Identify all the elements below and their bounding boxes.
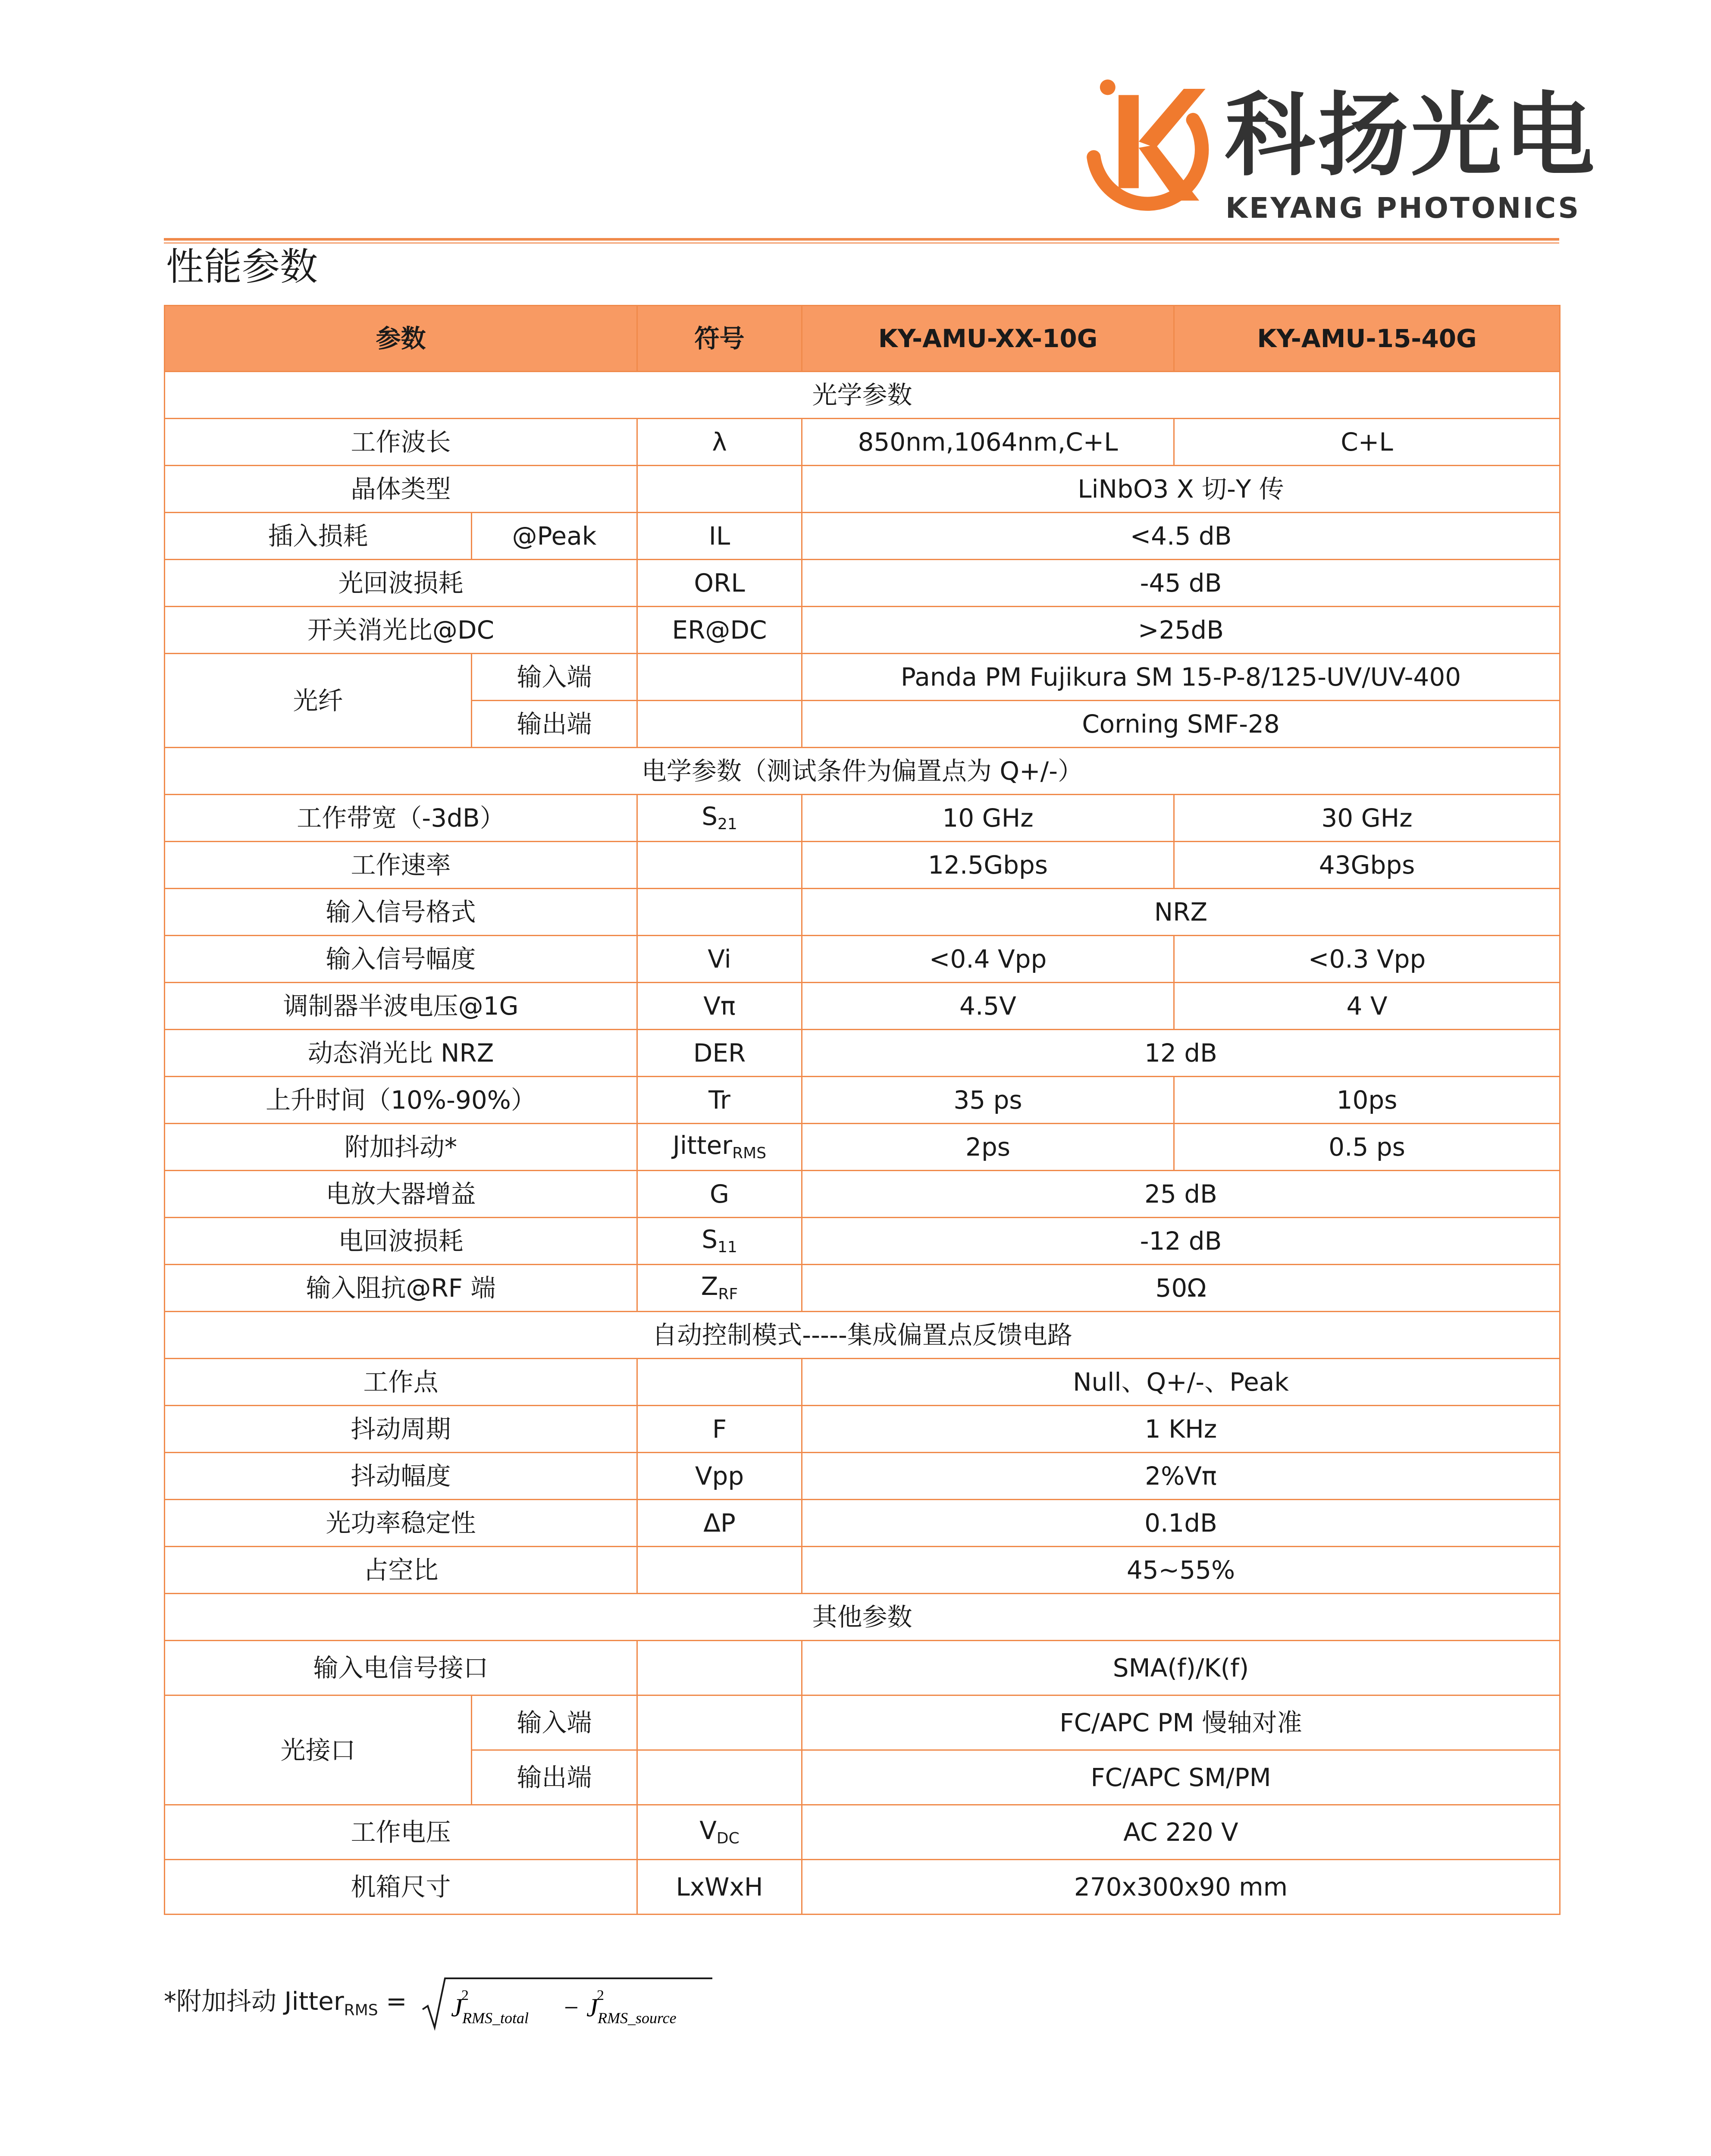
symbol-cell — [637, 1695, 802, 1750]
param-sub-cell: 输出端 — [472, 701, 637, 748]
param-cell: 抖动周期 — [165, 1406, 637, 1453]
table-row — [165, 513, 1560, 560]
symbol-cell: Tr — [637, 1077, 802, 1124]
symbol-cell: Vπ — [637, 983, 802, 1030]
symbol-cell: Vpp — [637, 1453, 802, 1500]
table-row — [165, 1077, 1560, 1124]
jitter-formula — [421, 1975, 714, 2031]
group-row — [165, 1312, 1560, 1359]
table-row — [165, 466, 1560, 513]
param-cell: 输入电信号接口 — [165, 1641, 637, 1695]
value-cell: SMA(f)/K(f) — [802, 1641, 1560, 1695]
param-cell: 开关消光比@DC — [165, 607, 637, 654]
param-cell: 输入阻抗@RF 端 — [165, 1265, 637, 1312]
table-row — [165, 983, 1560, 1030]
symbol-cell: Vi — [637, 936, 802, 983]
param-cell: 电放大器增益 — [165, 1171, 637, 1218]
param-cell: 机箱尺寸 — [165, 1860, 637, 1915]
table-row — [165, 654, 1560, 701]
jitter-footnote: *附加抖动 Jitter$_{RMS}$ = J 2 RMS_total − J 2 RMS_source — [164, 1975, 714, 2031]
table-header-row — [165, 306, 1560, 372]
keyang-logo-icon — [1056, 73, 1212, 229]
header-param: 参数 — [165, 306, 637, 372]
header-model-10g: KY-AMU-XX-10G — [802, 306, 1174, 372]
table-row — [165, 795, 1560, 842]
value-cell: 50Ω — [802, 1265, 1560, 1312]
symbol-cell: IL — [637, 513, 802, 560]
value-cell: 4.5V — [802, 983, 1174, 1030]
table-row — [165, 1030, 1560, 1077]
param-cell: 光回波损耗 — [165, 560, 637, 607]
table-row — [165, 1860, 1560, 1915]
formula-term-total: RMS_total — [462, 2009, 529, 2027]
param-cell: 工作带宽（-3dB） — [165, 795, 637, 842]
param-cell: 电回波损耗 — [165, 1218, 637, 1265]
value-cell: >25dB — [802, 607, 1560, 654]
value-cell: 35 ps — [802, 1077, 1174, 1124]
spec-table — [164, 305, 1561, 1915]
header-divider — [164, 238, 1559, 241]
company-logo — [1056, 73, 1598, 229]
value-cell: Panda PM Fujikura SM 15-P-8/125-UV/UV-400 — [802, 654, 1560, 701]
symbol-cell: ΔP — [637, 1500, 802, 1547]
param-cell: 工作点 — [165, 1359, 637, 1406]
param-sub-cell: 输入端 — [472, 654, 637, 701]
value-cell: -12 dB — [802, 1218, 1560, 1265]
param-cell: 光纤 — [165, 654, 472, 748]
svg-text:J: J — [586, 1993, 598, 2022]
table-row — [165, 1171, 1560, 1218]
value-cell: 270x300x90 mm — [802, 1860, 1560, 1915]
table-row — [165, 419, 1560, 466]
table-row — [165, 1124, 1560, 1171]
table-row — [165, 889, 1560, 936]
symbol-cell — [637, 889, 802, 936]
value-cell: 0.5 ps — [1174, 1124, 1560, 1171]
param-cell: 占空比 — [165, 1547, 637, 1594]
value-cell: 30 GHz — [1174, 795, 1560, 842]
param-cell: 调制器半波电压@1G — [165, 983, 637, 1030]
param-cell: 输入信号格式 — [165, 889, 637, 936]
logo-chinese-name: 科扬光电 — [1225, 83, 1598, 188]
param-cell: 工作电压 — [165, 1805, 637, 1860]
svg-text:−: − — [564, 1993, 579, 2022]
value-cell: 12 dB — [802, 1030, 1560, 1077]
param-cell: 抖动幅度 — [165, 1453, 637, 1500]
param-cell: 动态消光比 NRZ — [165, 1030, 637, 1077]
svg-text:J: J — [451, 1993, 463, 2022]
value-cell: FC/APC SM/PM — [802, 1750, 1560, 1805]
table-row — [165, 1695, 1560, 1750]
table-row — [165, 842, 1560, 889]
value-cell: 850nm,1064nm,C+L — [802, 419, 1174, 466]
param-cell: 上升时间（10%-90%） — [165, 1077, 637, 1124]
value-cell: AC 220 V — [802, 1805, 1560, 1860]
symbol-cell — [637, 1547, 802, 1594]
value-cell: <4.5 dB — [802, 513, 1560, 560]
group-auto-control: 自动控制模式-----集成偏置点反馈电路 — [165, 1312, 1560, 1359]
value-cell: Null、Q+/-、Peak — [802, 1359, 1560, 1406]
value-cell: NRZ — [802, 889, 1560, 936]
svg-text:2: 2 — [461, 1987, 469, 2003]
symbol-cell — [637, 701, 802, 748]
param-cell: 工作速率 — [165, 842, 637, 889]
param-cell: 插入损耗 — [165, 513, 472, 560]
table-row — [165, 1805, 1560, 1860]
formula-term-source: RMS_source — [598, 2009, 677, 2027]
table-row — [165, 1547, 1560, 1594]
value-cell: 10 GHz — [802, 795, 1174, 842]
value-cell: 4 V — [1174, 983, 1560, 1030]
symbol-cell: ORL — [637, 560, 802, 607]
symbol-cell: Jitter$_{RMS}$ — [637, 1124, 802, 1171]
value-cell: <0.4 Vpp — [802, 936, 1174, 983]
value-cell: Corning SMF-28 — [802, 701, 1560, 748]
value-cell: 12.5Gbps — [802, 842, 1174, 889]
value-cell: LiNbO3 X 切-Y 传 — [802, 466, 1560, 513]
symbol-cell — [637, 654, 802, 701]
symbol-cell — [637, 1359, 802, 1406]
param-cell: 晶体类型 — [165, 466, 637, 513]
symbol-cell — [637, 466, 802, 513]
symbol-cell — [637, 1750, 802, 1805]
param-cell: 工作波长 — [165, 419, 637, 466]
value-cell: 2%Vπ — [802, 1453, 1560, 1500]
table-row — [165, 1218, 1560, 1265]
group-row — [165, 748, 1560, 795]
table-row — [165, 607, 1560, 654]
svg-text:2: 2 — [597, 1987, 605, 2003]
symbol-cell: $S_{11}$ — [637, 1218, 802, 1265]
header-model-40g: KY-AMU-15-40G — [1174, 306, 1560, 372]
value-cell: 2ps — [802, 1124, 1174, 1171]
table-row — [165, 1453, 1560, 1500]
value-cell: 10ps — [1174, 1077, 1560, 1124]
section-title: 性能参数 — [166, 244, 318, 289]
param-sub-cell: 输入端 — [472, 1695, 637, 1750]
table-row — [165, 1500, 1560, 1547]
symbol-cell: ER@DC — [637, 607, 802, 654]
symbol-cell — [637, 842, 802, 889]
symbol-cell: $Z_{RF}$ — [637, 1265, 802, 1312]
symbol-cell — [637, 1641, 802, 1695]
param-cell: 光功率稳定性 — [165, 1500, 637, 1547]
table-row — [165, 1265, 1560, 1312]
group-optical: 光学参数 — [165, 372, 1560, 419]
symbol-cell: LxWxH — [637, 1860, 802, 1915]
table-row — [165, 1641, 1560, 1695]
header-symbol: 符号 — [637, 306, 802, 372]
value-cell: C+L — [1174, 419, 1560, 466]
value-cell: <0.3 Vpp — [1174, 936, 1560, 983]
param-cell: 附加抖动* — [165, 1124, 637, 1171]
group-other: 其他参数 — [165, 1594, 1560, 1641]
symbol-cell: $S_{21}$ — [637, 795, 802, 842]
param-cell: 输入信号幅度 — [165, 936, 637, 983]
value-cell: -45 dB — [802, 560, 1560, 607]
table-row — [165, 936, 1560, 983]
group-row — [165, 372, 1560, 419]
symbol-cell: F — [637, 1406, 802, 1453]
symbol-cell: G — [637, 1171, 802, 1218]
symbol-cell: λ — [637, 419, 802, 466]
value-cell: 45~55% — [802, 1547, 1560, 1594]
value-cell: FC/APC PM 慢轴对准 — [802, 1695, 1560, 1750]
logo-english-name: KEYANG PHOTONICS — [1225, 191, 1580, 225]
param-sub-cell: @Peak — [472, 513, 637, 560]
symbol-cell: DER — [637, 1030, 802, 1077]
value-cell: 43Gbps — [1174, 842, 1560, 889]
value-cell: 1 KHz — [802, 1406, 1560, 1453]
param-cell: 光接口 — [165, 1695, 472, 1805]
table-row — [165, 560, 1560, 607]
symbol-cell: $V_{DC}$ — [637, 1805, 802, 1860]
header-divider-thin — [164, 242, 1559, 244]
table-row — [165, 1406, 1560, 1453]
value-cell: 25 dB — [802, 1171, 1560, 1218]
group-electrical: 电学参数（测试条件为偏置点为 Q+/-） — [165, 748, 1560, 795]
group-row — [165, 1594, 1560, 1641]
value-cell: 0.1dB — [802, 1500, 1560, 1547]
param-sub-cell: 输出端 — [472, 1750, 637, 1805]
table-row — [165, 1359, 1560, 1406]
